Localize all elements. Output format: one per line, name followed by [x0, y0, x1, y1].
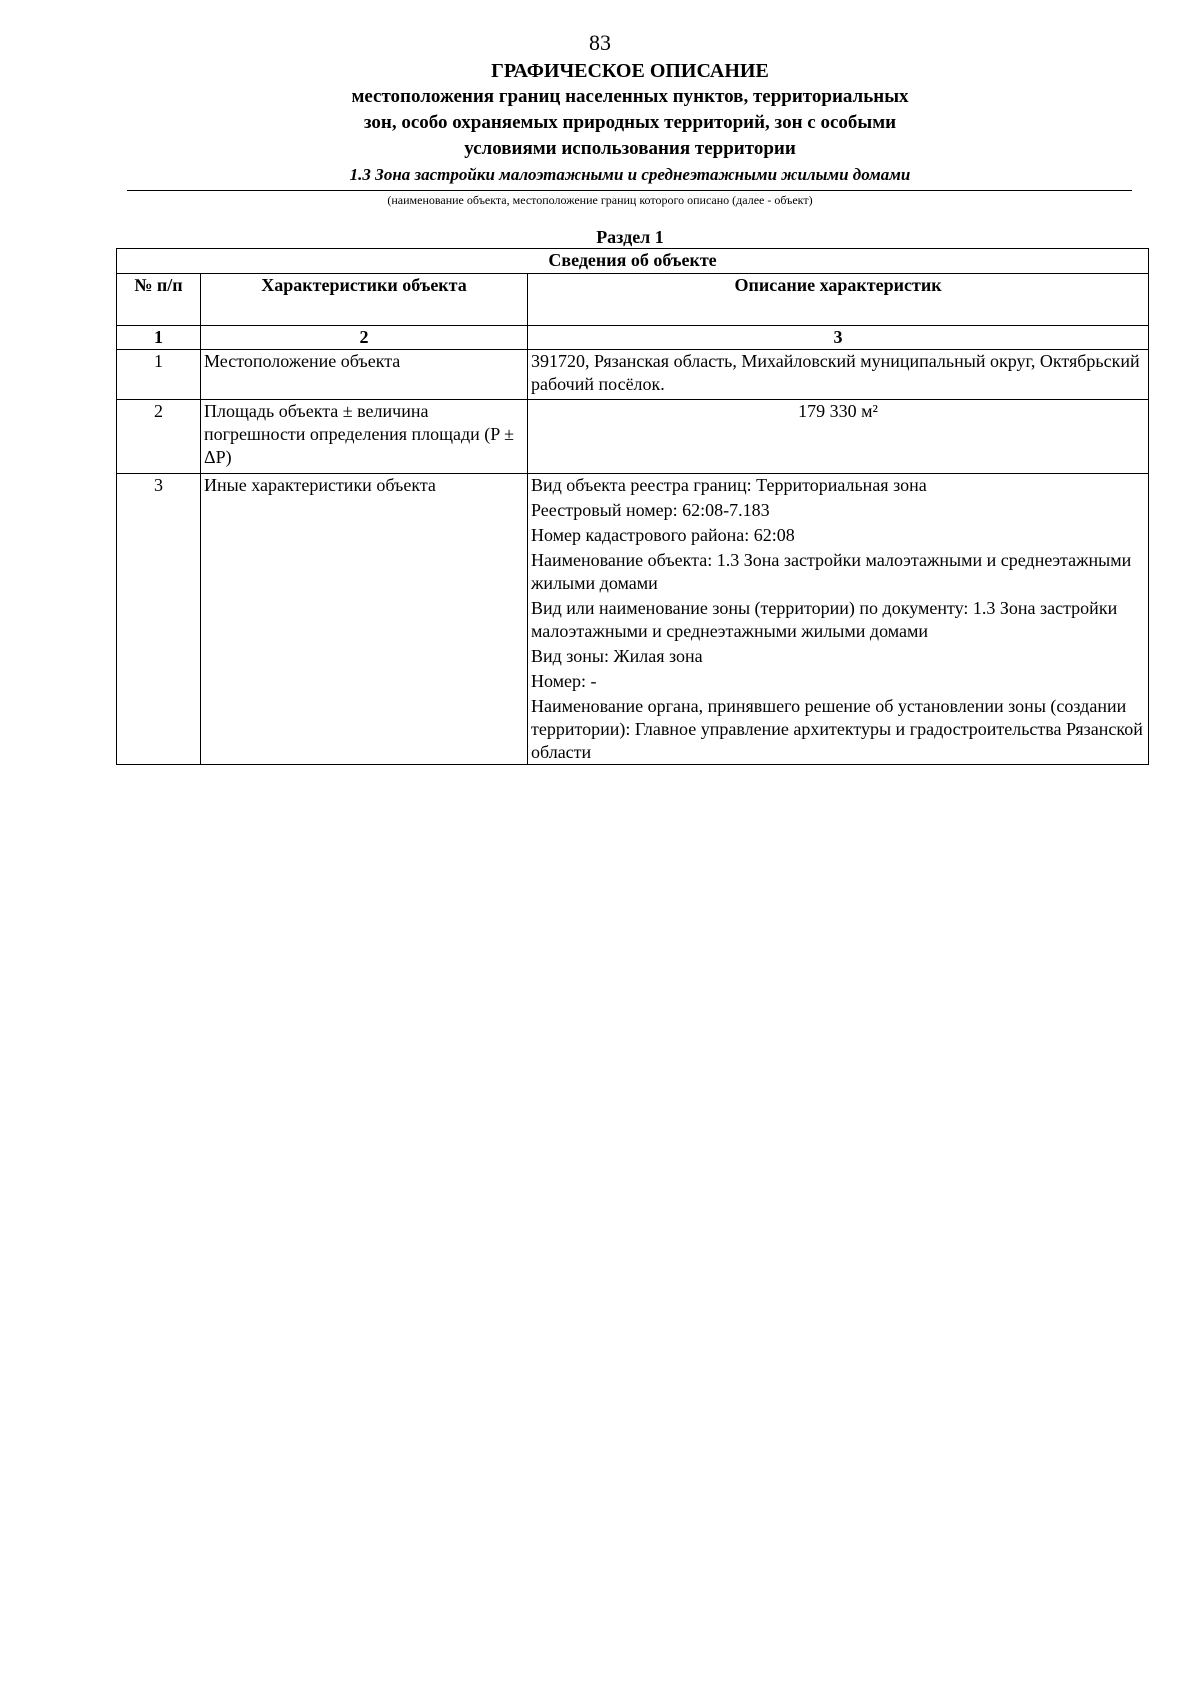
column-number: 1 [117, 326, 201, 350]
table-row [117, 400, 1149, 474]
row-characteristic: Местоположение объекта [201, 350, 528, 400]
subtitle-line: условиями использования территории [464, 138, 796, 159]
table-header-row [117, 274, 1149, 326]
description-line: Номер кадастрового района: 62:08 [531, 525, 795, 545]
object-name-caption: (наименование объекта, местоположение границ которого описано (далее - объект) [387, 193, 813, 207]
row-characteristic: Площадь объекта ± величина погрешности определения площади (P ± ΔP) [201, 400, 528, 474]
table-row [117, 474, 1149, 765]
section-title: Раздел 1 [596, 227, 664, 247]
row-description-list [528, 474, 1149, 765]
header-characteristic: Характеристики объекта [201, 274, 528, 326]
area-value: 179 330 м² [528, 400, 1149, 474]
description-line: Реестровый номер: 62:08-7.183 [531, 500, 770, 520]
row-description: 391720, Рязанская область, Михайловский муниципальный округ, Октябрьский рабочий посёлок. [528, 350, 1149, 400]
subtitle-line: зон, особо охраняемых природных территорий, зон с особыми [363, 112, 897, 133]
page-number: 83 [589, 30, 611, 55]
header-description: Описание характеристик [528, 274, 1149, 326]
description-line: Наименование органа, принявшего решение об установлении зоны (создании территории): Главное управление архитектуры и градостроительства Рязанской области [531, 696, 1143, 762]
description-line: Вид зоны: Жилая зона [531, 646, 703, 666]
object-info-table [116, 248, 1149, 765]
row-index: 3 [117, 474, 201, 765]
column-number: 2 [201, 326, 528, 350]
table-row [117, 350, 1149, 400]
document-title: ГРАФИЧЕСКОЕ ОПИСАНИЕ [491, 60, 769, 82]
description-line: Наименование объекта: 1.3 Зона застройки малоэтажными и среднеэтажными жилыми домами [531, 550, 1132, 593]
row-index: 2 [117, 400, 201, 474]
row-index: 1 [117, 350, 201, 400]
table-caption: Сведения об объекте [117, 249, 1149, 274]
document-heading [120, 58, 1140, 186]
description-line: Номер: - [531, 671, 597, 691]
row-characteristic: Иные характеристики объекта [201, 474, 528, 765]
subtitle-line: местоположения границ населенных пунктов, территориальных [351, 86, 909, 107]
table-caption-row [117, 249, 1149, 274]
column-number: 3 [528, 326, 1149, 350]
description-line: Вид объекта реестра границ: Территориальная зона [531, 475, 927, 495]
object-name: 1.3 Зона застройки малоэтажными и среднеэтажными жилыми домами [349, 165, 911, 184]
object-name-underline [127, 190, 1132, 191]
description-line: Вид или наименование зоны (территории) по документу: 1.3 Зона застройки малоэтажными и среднеэтажными жилыми домами [531, 598, 1118, 641]
header-index: № п/п [117, 274, 201, 326]
column-number-row [117, 326, 1149, 350]
